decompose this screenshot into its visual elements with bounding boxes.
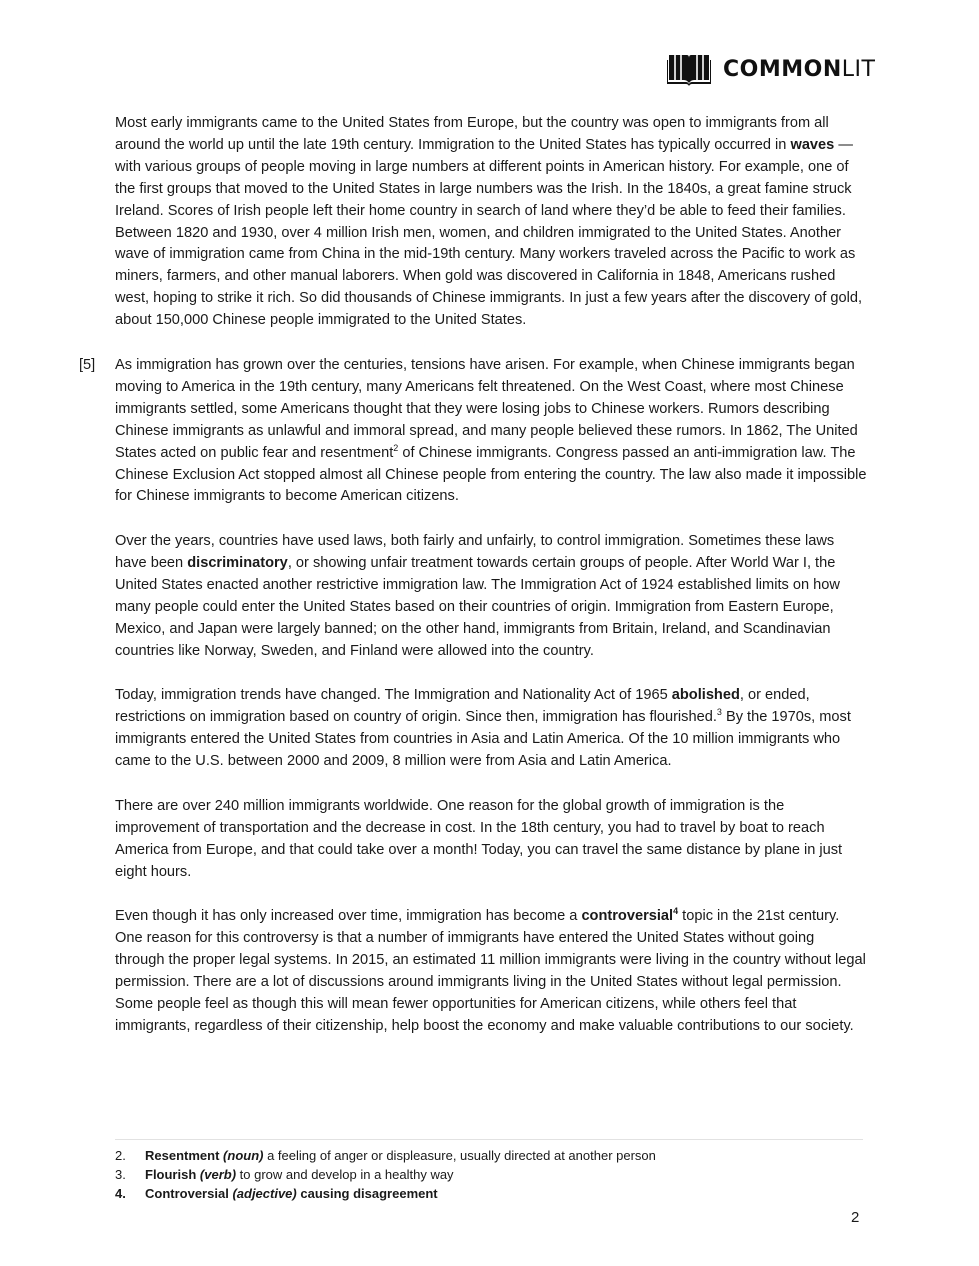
vocab-term: controversial — [581, 908, 674, 924]
paragraph-text: By the 1970s, most immigrants entered the United States from countries in Asia and Latin America. Of the 10 million immigrants who came to the U.S. between 2000 and 2009, 8 million were from Asia and Latin America. — [115, 708, 851, 769]
vocab-term: abolished — [671, 687, 740, 703]
paragraph-text: Most early immigrants came to the United States from Europe, but the country was open to immigrants from all around the world up until the late 19th century. Immigration to the United States has typically occurred in — [115, 115, 829, 153]
paragraph-text: , or ended, restrictions on immigration based on country of origin. Since then, immigration has flourished. — [115, 687, 810, 725]
footnote-item — [115, 1185, 865, 1204]
footnote-definition: a feeling of anger or displeasure, usually directed at another person — [263, 1148, 656, 1163]
paragraph-9 — [115, 906, 867, 1037]
paragraph-6 — [115, 531, 867, 662]
footnote-term: Resentment — [145, 1148, 220, 1163]
footnote-pos: (verb) — [199, 1167, 237, 1182]
paragraph-text: Even though it has only increased over time, immigration has become a — [115, 908, 582, 924]
paragraph-text: of Chinese immigrants. Congress passed an anti-immigration law. The Chinese Exclusion Act stopped almost all Chinese people from entering the country. The law also made it impossible for Chinese immigrants to become American citizens. — [115, 444, 867, 505]
footnote-pos: (adjective) — [232, 1186, 297, 1201]
footnote-number: 3. — [115, 1167, 126, 1182]
open-book-icon — [667, 52, 711, 86]
footnote-number: 2. — [115, 1148, 126, 1163]
vocab-term: discriminatory — [187, 554, 288, 571]
paragraph-text: Today, immigration trends have changed. The Immigration and Nationality Act of 1965 — [115, 687, 672, 703]
footnote-term: Flourish — [145, 1167, 197, 1182]
paragraph-8 — [115, 796, 867, 884]
footnote-divider — [115, 1139, 863, 1140]
footnote-pos: (noun) — [223, 1148, 264, 1163]
paragraph-text: — with various groups of people moving in large numbers at different points in American history. For example, one of the first groups that moved to the United States in large numbers was the Irish. In the 1840s, a great famine struck Ireland. Scores of Irish people left their home country in search of land where they’d be able to feed their families. Between 1820 and 1930, over 4 million Irish men, women, and children immigrated to the United States. Another wave of immigration came from China in the mid-19th century. Many workers traveled across the Pacific to work as miners, farmers, and other manual laborers. When gold was discovered in California in 1848, Americans rushed west, hoping to strike it rich. So did thousands of Chinese immigrants. In just a few years after the discovery of gold, about 150,000 Chinese people immigrated to the United States. — [115, 136, 863, 329]
footnote-definition: to grow and develop in a healthy way — [236, 1167, 454, 1182]
paragraph-7 — [115, 685, 867, 773]
vocab-term: waves — [790, 136, 835, 153]
paragraph-text: There are over 240 million immigrants worldwide. One reason for the global growth of immigration is the improvement of transportation and the decrease in cost. In the 18th century, you had to travel by boat to reach America from Europe, and that could take over a month! Today, you can travel the same distance by plane in just eight hours. — [115, 798, 843, 880]
footnote-number: 4. — [115, 1186, 126, 1201]
footnote-item — [115, 1147, 865, 1166]
footnote-item — [115, 1166, 865, 1185]
paragraph-number: [5] — [79, 357, 96, 373]
paragraph-text: As immigration has grown over the centuries, tensions have arisen. For example, when Chinese immigrants began moving to America in the 19th century, many Americans felt threatened. On the West Coast, where most Chinese immigrants settled, some Americans thought that they were losing jobs to Chinese workers. Rumors describing Chinese immigrants as unlawful and immoral spread, and many people believed these rumors. In 1862, The United States acted on public fear and resentment — [115, 357, 858, 461]
logo-wordmark-bold: COMMON — [723, 56, 842, 82]
paragraph-5 — [115, 355, 867, 508]
page-number: 2 — [851, 1209, 860, 1226]
logo-wordmark-light: LIT — [841, 56, 876, 82]
footnote-definition: causing disagreement — [296, 1186, 438, 1201]
footnote-ref[interactable]: 2 — [393, 442, 399, 453]
paragraph-1 — [115, 113, 867, 332]
paragraph-text: , or showing unfair treatment towards certain groups of people. After World War I, the United States enacted another restrictive immigration law. The Immigration Act of 1924 established limits on how many people could enter the United States based on their countries of origin. Immigration from Eastern Europe, Mexico, and Japan were largely banned; on the other hand, immigrants from Britain, Ireland, and Scandinavian countries like Norway, Sweden, and Finland were allowed into the country. — [115, 554, 840, 659]
logo-wordmark — [723, 57, 875, 82]
footnote-ref[interactable]: 4 — [673, 906, 679, 916]
paragraph-text: topic in the 21st century. One reason for this controversy is that a number of immigrants have entered the United States without going through the proper legal systems. In 2015, an estimated 11 million immigrants were living in the country without legal permission. There are a lot of discussions around immigrants living in the United States without legal permission. Some people feel as though this will mean fewer opportunities for American citizens, while others feel that immigrants, regardless of their citizenship, help boost the economy and make valuable contributions to our society. — [115, 908, 866, 1034]
paragraph-text: Over the years, countries have used laws, both fairly and unfairly, to control immigration. Sometimes these laws have been — [115, 533, 835, 571]
footnote-term: Controversial — [145, 1186, 229, 1201]
commonlit-logo — [667, 52, 875, 86]
footnote-ref[interactable]: 3 — [716, 706, 722, 717]
